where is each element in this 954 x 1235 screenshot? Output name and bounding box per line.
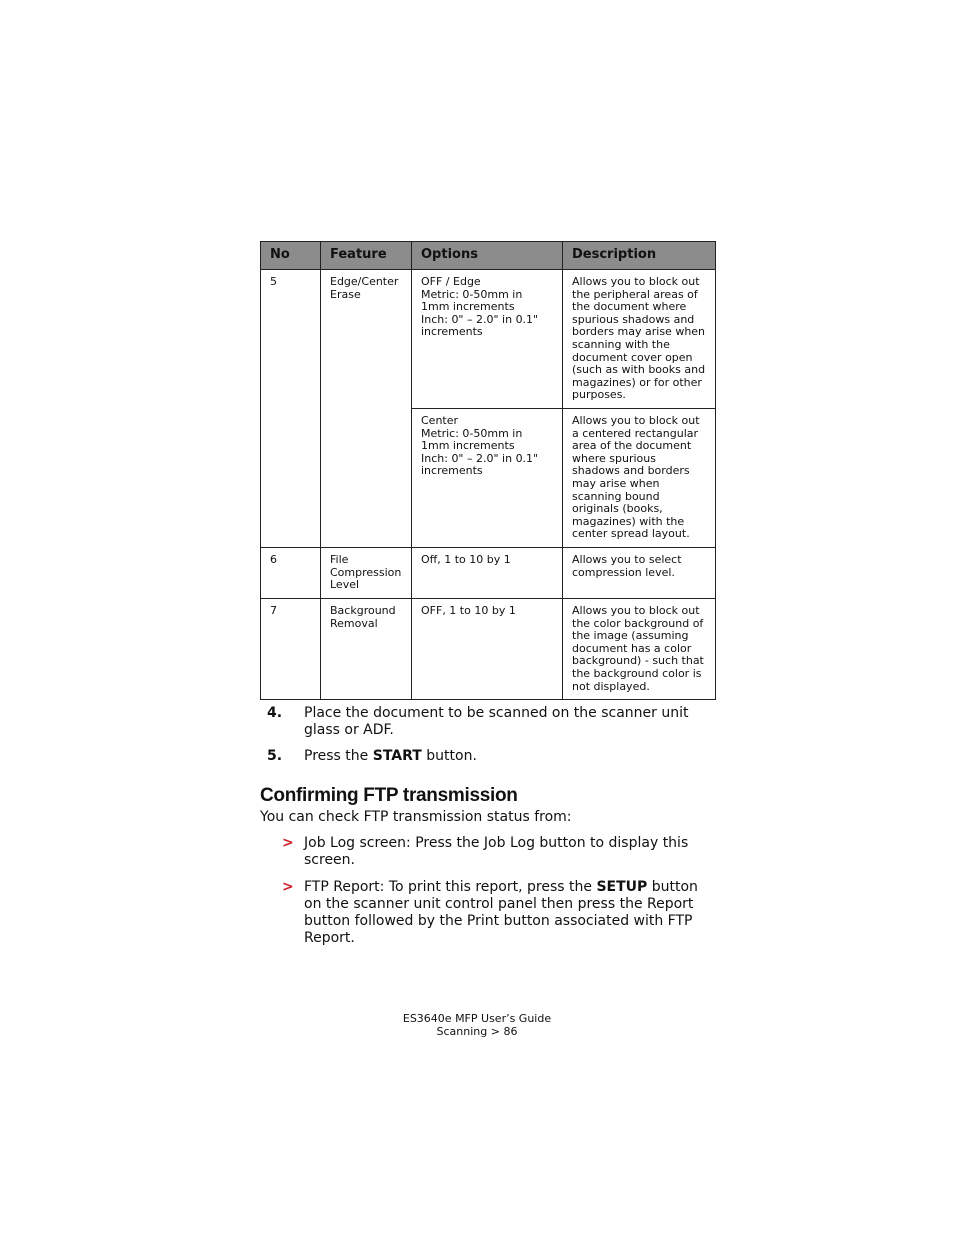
cell-no: 7 xyxy=(261,599,321,700)
chevron-right-icon: > xyxy=(282,835,294,851)
cell-feature: File Compression Level xyxy=(321,548,412,599)
header-description: Description xyxy=(563,242,716,270)
table-row xyxy=(261,599,716,700)
table-row xyxy=(261,548,716,599)
bullet-text xyxy=(304,879,712,947)
step-number: 5. xyxy=(267,748,283,764)
start-label: START xyxy=(372,748,422,764)
header-options: Options xyxy=(412,242,563,270)
cell-no: 5 xyxy=(261,270,321,548)
bullet-text-part: FTP Report: To print this report, press the xyxy=(304,879,597,895)
cell-options: Off, 1 to 10 by 1 xyxy=(412,548,563,599)
chevron-right-icon: > xyxy=(282,879,294,895)
step-text xyxy=(304,748,714,765)
header-feature: Feature xyxy=(321,242,412,270)
cell-description: Allows you to block out the peripheral areas of the document where spurious shadows and borders may arise when scanning with the document cover open (such as with books and magazines) or for other purposes. xyxy=(563,270,716,409)
step-text-part: Press the xyxy=(304,748,373,764)
section-heading: Confirming FTP transmission xyxy=(260,785,518,806)
cell-feature: Background Removal xyxy=(321,599,412,700)
header-no: No xyxy=(261,242,321,270)
footer-guide-title: ES3640e MFP User’s Guide xyxy=(402,1012,552,1025)
setup-label: SETUP xyxy=(596,879,648,895)
bullet-text: Job Log screen: Press the Job Log button to display this screen. xyxy=(304,835,689,868)
page-footer xyxy=(360,1012,594,1038)
section-intro: You can check FTP transmission status from: xyxy=(260,809,572,825)
cell-description: Allows you to block out the color background of the image (assuming document has a color background) - such that the background color is not displayed. xyxy=(563,599,716,700)
bullet-text-part: button on the scanner unit control panel then press the Report button followed by the Print button associated with FTP Report. xyxy=(304,879,698,946)
cell-description: Allows you to block out a centered rectangular area of the document where spurious shadows and borders may arise when scanning bound originals (books, magazines) with the center spread layout. xyxy=(563,409,716,548)
step-number: 4. xyxy=(267,705,283,721)
table-header-row xyxy=(261,242,716,270)
cell-no: 6 xyxy=(261,548,321,599)
cell-feature: Edge/Center Erase xyxy=(321,270,412,548)
settings-table xyxy=(260,241,716,700)
cell-options: OFF / Edge Metric: 0-50mm in 1mm increments Inch: 0" – 2.0" in 0.1" increments xyxy=(412,270,563,409)
footer-page-number: Scanning > 86 xyxy=(436,1025,518,1038)
step-text-part: button. xyxy=(421,748,477,764)
cell-options: Center Metric: 0-50mm in 1mm increments Inch: 0" – 2.0" in 0.1" increments xyxy=(412,409,563,548)
cell-options: OFF, 1 to 10 by 1 xyxy=(412,599,563,700)
step-text: Place the document to be scanned on the scanner unit glass or ADF. xyxy=(304,705,689,738)
cell-description: Allows you to select compression level. xyxy=(563,548,716,599)
table-row xyxy=(261,270,716,409)
